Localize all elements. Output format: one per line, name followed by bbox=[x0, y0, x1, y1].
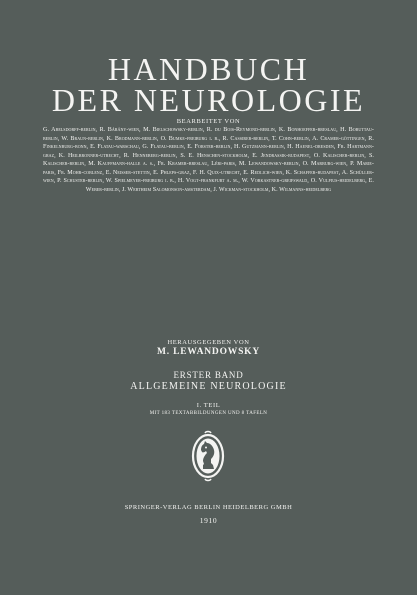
volume-title: ALLGEMEINE NEUROLOGIE bbox=[130, 381, 287, 392]
edited-by-label: BEARBEITET VON bbox=[176, 118, 241, 125]
publisher-name: SPRINGER-VERLAG BERLIN HEIDELBERG GMBH bbox=[124, 504, 293, 511]
publication-year: 1910 bbox=[199, 516, 218, 525]
editor-name: M. LEWANDOWSKY bbox=[156, 347, 261, 357]
book-title-line-1: HANDBUCH bbox=[107, 51, 310, 87]
volume-number: ERSTER BAND bbox=[173, 370, 244, 380]
part-number: I. TEIL bbox=[196, 402, 221, 409]
springer-knight-logo-icon bbox=[190, 430, 226, 482]
book-title-line-2: DER NEUROLOGIE bbox=[51, 82, 366, 118]
illustrations-note: MIT 183 TEXTABBILDUNGEN UND 8 TAFELN bbox=[149, 411, 268, 416]
published-by-label: HERAUSGEGEBEN VON bbox=[167, 339, 250, 346]
contributor-list: G. Abelsdorff-berlin, R. Bárány-wien, M. Bielschowsky-berlin, R. du Bois-Reymond-berlin, K. Bonhoeffer-breslau, H. Boruttau-berlin, W. Braun-berlin, K. Brodmann-berlin, O. Bumke-freiburg i. b., R. Cassirer-berlin, T. Cohn-berlin, A. Cramer-göttingen, R. Finkelnburg-bonn, E. Flatau-warschau, G. Flatau-berlin, E. Forster-berlin, H. Gutzmann-berlin, H. Haenel-dresden, Fr. Hartmann-graz, K. Heilbronner-utrecht, R. Henneberg-berlin, S. E. Henschen-stockholm, E. Jendrassik-budapest, O. Kalischer-berlin, S. Kalischer-berlin, M. Kauffmann-halle a. s., Fr. Kramer-breslau, Léri-paris, M. Lewandowsky-berlin, O. Marburg-wien, P. Marie-paris, Fr. Mohr-coblenz, E. Neisser-stettin, E. Phleps-graz, F. H. Quix-utrecht, E. Redlich-wien, K. Schaffer-budapest, A. Schüller-wien, P. Schuster-berlin, W. Spielmeyer-freiburg i. b., H. Vogt-frankfurt a. m., W. Vorkastner-greifswald, O. Vulpius-heidelberg, E. Weber-berlin, J. Wertheim Salomonson-amsterdam, J. Wickman-stockholm, K. Wilmanns-heidelberg bbox=[43, 127, 374, 193]
